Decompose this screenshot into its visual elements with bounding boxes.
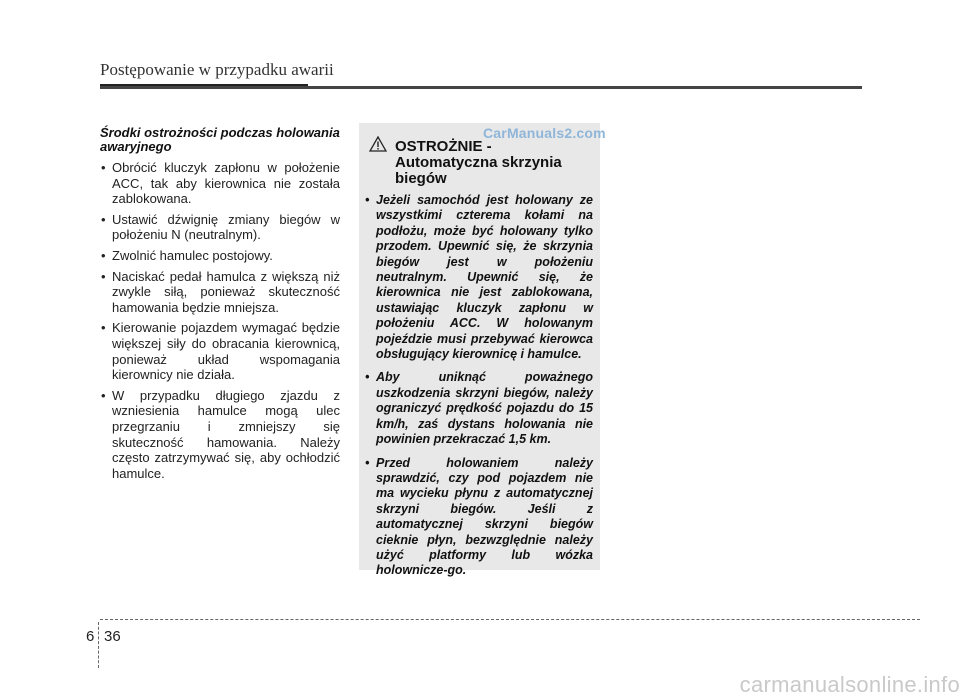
list-item: • Jeżeli samochód jest holowany ze wszystkimi czterema kołami na podłożu, może być holowany tylko przodem. Upewnić się, że skrzynia biegów jest w położeniu neutralnym. Upewnić się, że kierownica nie jest zablokowana, ustawiając kluczyk zapłonu w położeniu ACC. W holowanym pojeździe musi przebywać kierowca obsługujący kierownicę i hamulce.: [365, 193, 593, 362]
list-item: • Naciskać pedał hamulca z większą niż zwykle siłą, ponieważ skuteczność hamowania będzie mniejsza.: [100, 269, 340, 316]
caution-title: OSTROŻNIE - Automatyczna skrzynia biegów: [395, 138, 562, 187]
footer-rule: [100, 619, 920, 620]
towing-precautions-section: [100, 126, 340, 486]
list-item: • Przed holowaniem należy sprawdzić, czy pod pojazdem nie ma wycieku płynu z automatycznej skrzyni biegów. Jeśli z automatycznej skrzyni biegów cieknie płyn, bezwzględnie należy użyć platformy lub wózka holownicze-go.: [365, 456, 593, 579]
footer-watermark: carmanualsonline.info: [739, 672, 960, 697]
list-item: • W przypadku długiego zjazdu z wzniesienia hamulce mogą ulec przegrzaniu i zmniejszy się skuteczność hamowania. Należy często zatrzymywać się, aby ochłodzić hamulce.: [100, 388, 340, 482]
list-item: • Aby uniknąć poważnego uszkodzenia skrzyni biegów, należy ograniczyć prędkość pojazdu do 15 km/h, zaś dystans holowania nie powinien przekraczać 1,5 km.: [365, 370, 593, 447]
section-number: 6: [86, 628, 95, 645]
page-number: 36: [104, 628, 121, 645]
caution-list: [365, 193, 593, 587]
caution-box: [359, 123, 606, 578]
warning-triangle-icon: [369, 136, 387, 152]
section-title: Środki ostrożności podczas holowania awaryjnego: [100, 125, 340, 154]
list-item: • Ustawić dźwignię zmiany biegów w położeniu N (neutralnym).: [100, 212, 340, 243]
list-item: • Zwolnić hamulec postojowy.: [100, 248, 340, 264]
header-title: Postępowanie w przypadku awarii: [100, 60, 334, 79]
watermark-text: CarManuals2.com: [483, 125, 606, 141]
page-divider: [98, 622, 99, 668]
header-rule: [100, 86, 862, 89]
precautions-list: [100, 160, 340, 481]
list-item: • Obrócić kluczyk zapłonu w położenie ACC, tak aby kierownica nie została zablokowana.: [100, 160, 340, 207]
list-item: • Kierowanie pojazdem wymagać będzie większej siły do obracania kierownicą, ponieważ układ wspomagania kierownicy nie działa.: [100, 320, 340, 382]
